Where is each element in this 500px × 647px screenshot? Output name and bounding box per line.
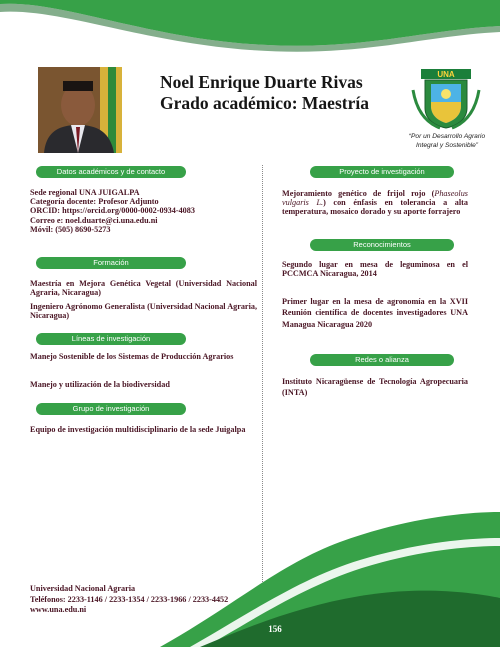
proyecto-text-b: ) con énfasis en tolerancia a alta temperatura, mosaico dorado y su aporte forrajero	[282, 198, 468, 217]
footer-university: Universidad Nacional Agraria	[30, 584, 136, 593]
motto-line-2: Integral y Sostenible”	[416, 141, 478, 149]
reconocimiento-item-pccmca: Segundo lugar en mesa de leguminosa en el PCCMCA Nicaragua, 2014	[282, 260, 468, 279]
section-header-lineas: Líneas de investigación	[36, 333, 186, 345]
logo-text: UNA	[437, 70, 455, 79]
formacion-item-maestria: Maestría en Mejora Genética Vegetal (Universidad Nacional Agraria, Nicaragua)	[30, 279, 257, 298]
section-header-formacion: Formación	[36, 257, 186, 269]
motto-line-1: “Por un Desarrollo Agrario	[408, 133, 486, 140]
footer-phones: Teléfonos: 2233-1146 / 2233-1354 / 2233-1966 / 2233-4452	[30, 594, 229, 604]
contact-line-email: Correo e: noel.duarte@ci.una.edu.ni	[30, 215, 158, 225]
section-header-proyecto: Proyecto de investigación	[310, 166, 454, 178]
academic-degree: Grado académico: Maestría	[160, 93, 369, 113]
page-number: 156	[268, 624, 282, 634]
proyecto-text-a: Mejoramiento genético de frijol rojo (	[282, 189, 435, 198]
section-header-reconocimientos: Reconocimientos	[310, 239, 454, 251]
footer-info	[30, 584, 228, 616]
redes-item-inta: Instituto Nicaragüense de Tecnología Agropecuaria (INTA)	[282, 377, 468, 397]
section-header-grupo: Grupo de investigación	[36, 403, 186, 415]
section-header-contact: Datos académicos y de contacto	[36, 166, 186, 178]
contact-block	[30, 188, 258, 234]
university-motto	[388, 133, 500, 150]
linea-item-manejo-sostenible: Manejo Sostenible de los Sistemas de Producción Agrarios	[30, 352, 234, 361]
contact-line-orcid: ORCID: https://orcid.org/0000-0002-0934-4083	[30, 206, 195, 216]
formacion-item-ingeniero: Ingeniero Agrónomo Generalista (Universidad Nacional Agraria, Nicaragua)	[30, 302, 257, 321]
proyecto-species: Phaseolus vulgaris L.	[282, 189, 468, 208]
contact-line-phone: Móvil: (505) 8690-5273	[30, 224, 111, 234]
proyecto-description	[282, 189, 468, 217]
grupo-item: Equipo de investigación multidisciplinario de la sede Juigalpa	[30, 425, 246, 434]
header-wave-decoration	[0, 0, 500, 62]
profile-header	[160, 72, 370, 114]
profile-name: Noel Enrique Duarte Rivas	[160, 72, 363, 92]
contact-line-sede: Sede regional UNA JUIGALPA	[30, 188, 140, 197]
linea-item-biodiversidad: Manejo y utilización de la biodiversidad	[30, 380, 170, 389]
reconocimiento-item-primer-lugar: Primer lugar en la mesa de agronomía en la XVII Reunión científica de docentes investigadores UNA Managua Nicaragua 2020	[282, 297, 468, 329]
footer-wave-decoration	[0, 512, 500, 647]
university-logo	[410, 68, 482, 130]
profile-photo	[38, 67, 122, 153]
contact-line-categoria: Categoría docente: Profesor Adjunto	[30, 197, 159, 207]
section-header-redes: Redes o alianza	[310, 354, 454, 366]
footer-website[interactable]: www.una.edu.ni	[30, 605, 87, 614]
